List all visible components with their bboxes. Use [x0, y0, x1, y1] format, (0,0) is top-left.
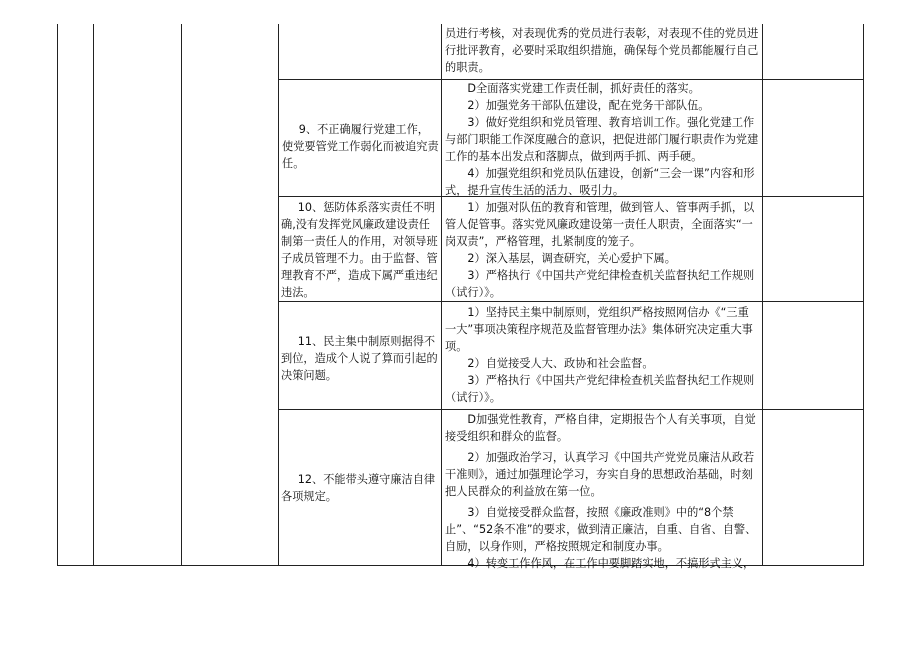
measure-text: D加强党性教育，严格自律，定期报告个人有关事项，自觉接受组织和群众的监督。: [445, 413, 756, 443]
measure-text: 3）做好党组织和党员管理、教育培训工作。强化党建工作与部门职能工作深度融合的意识，把促进部门履行职责作为党建工作的基本出发点和落脚点，做到两手抓、两手硬。: [445, 116, 759, 163]
measures-cell: [445, 304, 759, 406]
measure-text: 2）加强党务干部队伍建设，配在党务干部队伍。: [467, 99, 710, 112]
measure-text: 3）严格执行《中国共产党纪律检查机关监督执纪工作规则（试行）》。: [445, 374, 755, 404]
measure-text: 4）转变工作作风，在工作中要脚踏实地，不搞形式主义，: [467, 557, 755, 570]
risk-cell: 10、惩防体系落实责任不明确,没有发挥党风廉政建设责任制第一责任人的作用，对领导班子成员管理不力。由于监督、管理教育不严，造成下属严重违纪违法。: [281, 201, 438, 299]
measure-text: D全面落实党建工作责任制，抓好责任的落实。: [467, 82, 700, 95]
measure-text: 员进行考核，对表现优秀的党员进行表彰，对表现不佳的党员进行批评教育，必要时采取组织措施，确保每个党员都能履行自己的职责。: [445, 27, 759, 74]
column-divider: [278, 24, 279, 565]
measure-text: 3）自觉接受群众监督，按照《廉政准则》中的“8个禁止”、“52条不准”的要求，做到清正廉洁，自重、自省、自警、自励，以身作则，严格按照规定和制度办事。: [445, 506, 757, 553]
measures-cell: [445, 25, 759, 76]
measures-cell: [445, 199, 759, 301]
measure-text: 1）坚持民主集中制原则，党组织严格按照网信办《“三重一大”事项决策程序规范及监督管理办法》集体研究决定重大事项。: [445, 306, 753, 353]
measures-cell: [445, 411, 759, 572]
risk-cell: 11、民主集中制原则据得不到位，造成个人说了算而引起的决策问题。: [281, 335, 438, 382]
column-divider: [441, 24, 442, 565]
column-divider: [181, 24, 182, 565]
measures-cell: [445, 80, 759, 199]
risk-cell: 12、不能带头遵守廉洁自律各项规定。: [281, 473, 436, 503]
measure-text: 2）深入基层，调查研究，关心爱护下属。: [467, 252, 676, 265]
measure-text: 1）加强对队伍的教育和管理，做到管人、管事两手抓，以管人促管事。落实党风廉政建设第一责任人职责，全面落实“一岗双责”，严格管理，扎紧制度的笼子。: [445, 201, 755, 248]
measure-text: 2）自觉接受人大、政协和社会监督。: [467, 357, 654, 370]
table-border-left: [57, 24, 58, 565]
table-border-right: [863, 24, 864, 565]
row-divider: [278, 301, 864, 302]
measure-text: 4）加强党组织和党员队伍建设，创新“三会一课”内容和形式，提升宣传生活的活力、吸引力。: [445, 167, 755, 197]
column-divider: [762, 24, 763, 565]
row-divider: [278, 409, 864, 410]
measure-text: 2）加强政治学习，认真学习《中国共产党党员廉洁从政若干准则》，通过加强理论学习，夯实自身的思想政治基础，时刻把人民群众的利益放在第一位。: [445, 451, 755, 498]
risk-cell: 9、不正确履行党建工作，使党要管党工作弱化而被追究责任。: [282, 123, 439, 170]
column-divider: [93, 24, 94, 565]
measure-text: 3）严格执行《中国共产党纪律检查机关监督执纪工作规则（试行）》。: [445, 269, 755, 299]
